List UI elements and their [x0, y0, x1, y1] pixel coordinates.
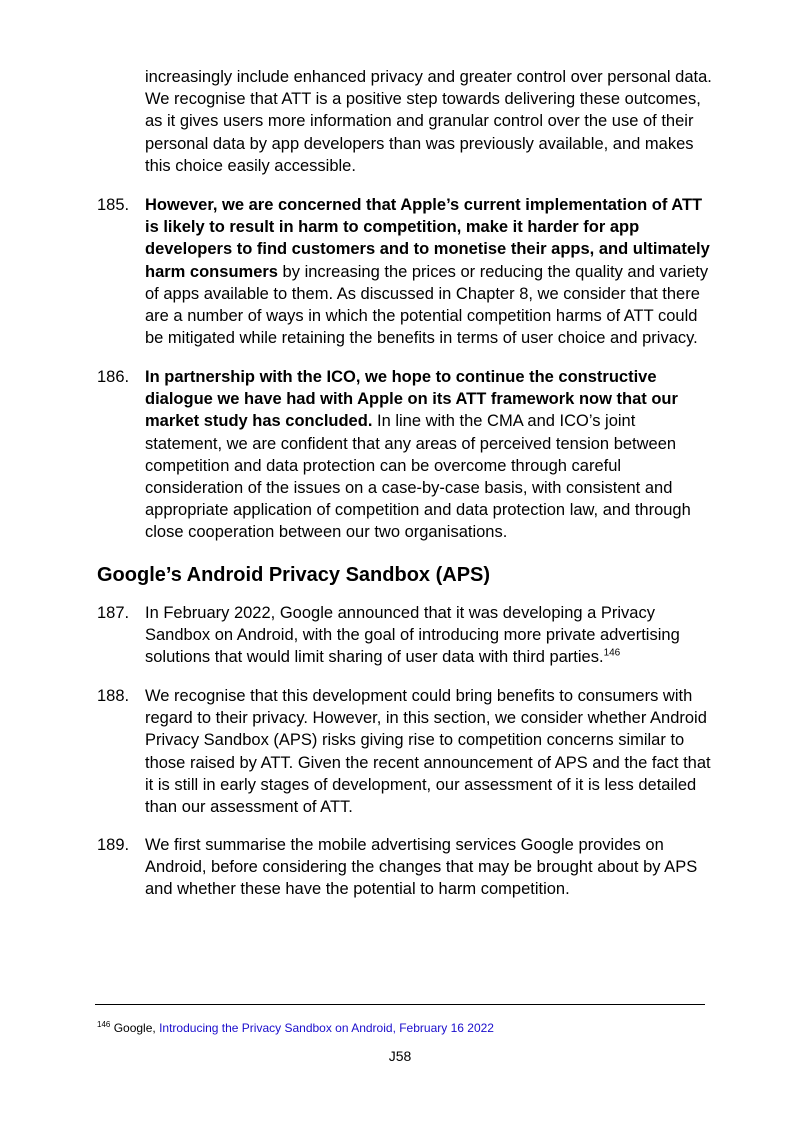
paragraph-body [145, 366, 711, 544]
paragraph-number: 189. [97, 836, 130, 854]
paragraph-text: by increasing the prices or reducing the quality and variety of apps available to them. As discussed in Chapter 8, we consider that there are a number of ways in which the potential competition harms of ATT could be mitigated while retaining the benefits in terms of user choice and privacy. [145, 262, 709, 348]
paragraph-body [145, 194, 711, 349]
footnote-divider [95, 1004, 705, 1005]
paragraph-body: We recognise that this development could bring benefits to consumers with regard to their privacy. However, in this section, we consider whether Android Privacy Sandbox (APS) risks giving rise to competition concerns similar to those raised by ATT. Given the recent announcement of APS and the fact that it is still in early stages of development, our assessment of it is less detailed than our assessment of ATT. [145, 687, 711, 817]
footnote-reference[interactable]: 146 [603, 647, 621, 659]
paragraph-text: In February 2022, Google announced that it was developing a Privacy Sandbox on Android, with the goal of introducing more private advertising solutions that would limit sharing of user data with third parties. [145, 604, 680, 667]
page-number: J58 [388, 1048, 412, 1064]
footnote-link[interactable]: Introducing the Privacy Sandbox on Android, February 16 2022 [159, 1021, 494, 1035]
paragraph-body: We first summarise the mobile advertising services Google provides on Android, before considering the changes that may be brought about by APS and whether these have the potential to harm competition. [145, 836, 698, 899]
paragraph-number: 185. [97, 196, 130, 214]
section-heading: Google’s Android Privacy Sandbox (APS) [97, 564, 491, 586]
footnote-source: Google, [113, 1021, 160, 1035]
paragraph-number: 186. [97, 368, 130, 386]
footnote [97, 1020, 494, 1036]
paragraph-bold-lead: In partnership with the ICO, we hope to continue the constructive dialogue we have had with Apple on its ATT framework now that our market study has concluded. [145, 368, 678, 431]
paragraph-number: 188. [97, 687, 130, 705]
intro-paragraph: increasingly include enhanced privacy and greater control over personal data. We recognise that ATT is a positive step towards delivering these outcomes, as it gives users more information and granular control over the use of their personal data by app developers than was previously available, and makes this choice easily accessible. [145, 68, 712, 175]
paragraph-bold-lead: However, we are concerned that Apple’s current implementation of ATT is likely to result in harm to competition, make it harder for app developers to find customers and to monetise their apps, and ultimately harm consumers [145, 196, 710, 281]
paragraph-number: 187. [97, 604, 130, 622]
paragraph-body [145, 602, 711, 669]
paragraph-text: In line with the CMA and ICO’s joint statement, we are confident that any areas of perceived tension between competition and data protection can be overcome through careful consideration of the issues on a case-by-case basis, with consistent and appropriate application of competition and data protection law, and through close cooperation between our two organisations. [145, 412, 691, 542]
footnote-number: 146 [97, 1020, 111, 1029]
